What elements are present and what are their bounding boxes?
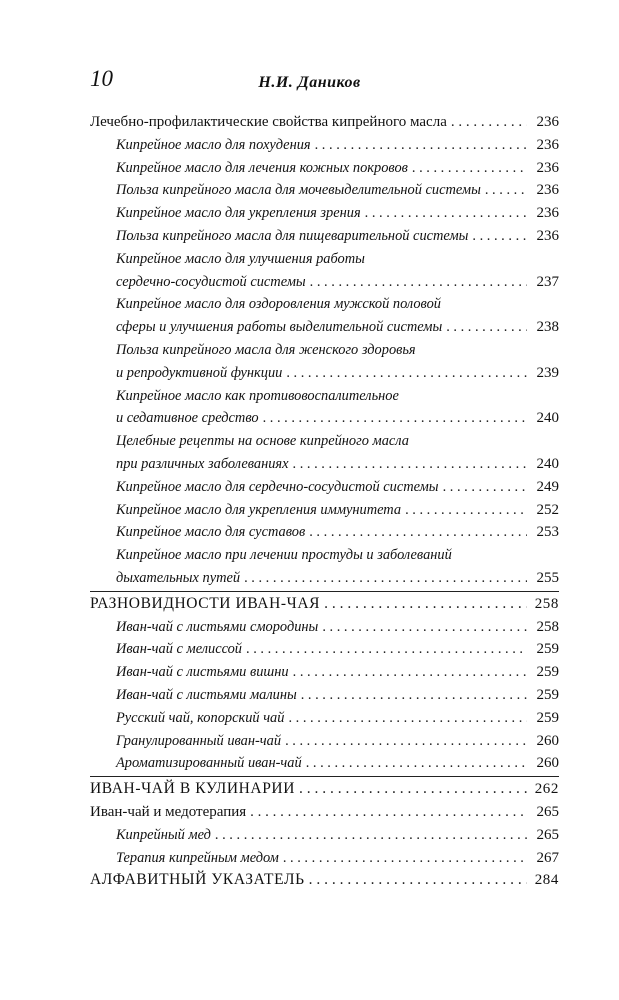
- toc-entry-page: 267: [536, 849, 559, 866]
- dot-leader: [283, 847, 527, 870]
- dot-leader: [250, 801, 527, 824]
- toc-entry: [90, 869, 559, 892]
- toc-entry-title: Кипрейный мед: [116, 826, 211, 843]
- toc-entry-page: 236: [536, 182, 559, 199]
- toc-entry: [90, 385, 559, 408]
- toc-entry-page: 258: [536, 618, 559, 635]
- toc-entry: [90, 778, 559, 801]
- toc-entry: [90, 271, 559, 294]
- dot-leader: [285, 730, 527, 753]
- table-of-contents: [90, 111, 559, 892]
- toc-entry: [90, 316, 559, 339]
- toc-entry-page: 240: [536, 410, 559, 427]
- toc-entry: [90, 293, 559, 316]
- toc-entry-page: 236: [536, 227, 559, 244]
- dot-leader: [446, 316, 527, 339]
- toc-entry-title: Кипрейное масло для улучшения работы: [116, 250, 365, 267]
- toc-entry-page: 260: [536, 732, 559, 749]
- dot-leader: [324, 593, 527, 616]
- toc-entry: [90, 179, 559, 202]
- toc-entry-title: и репродуктивной функции: [116, 364, 283, 381]
- toc-entry: [90, 499, 559, 522]
- toc-entry: [90, 134, 559, 157]
- toc-entry: [90, 544, 559, 567]
- dot-leader: [299, 778, 527, 801]
- dot-leader: [451, 111, 527, 134]
- toc-entry: [90, 248, 559, 271]
- toc-entry-title: Кипрейное масло при лечении простуды и заболеваний: [116, 547, 452, 564]
- dot-leader: [310, 271, 527, 294]
- toc-entry-page: 252: [536, 501, 559, 518]
- dot-leader: [412, 157, 527, 180]
- dot-leader: [286, 362, 527, 385]
- section-divider: [90, 591, 559, 592]
- toc-entry-page: 239: [536, 364, 559, 381]
- toc-entry: [90, 362, 559, 385]
- dot-leader: [244, 567, 527, 590]
- toc-entry-page: 259: [536, 686, 559, 703]
- dot-leader: [246, 638, 527, 661]
- toc-entry: [90, 225, 559, 248]
- toc-entry-page: 255: [536, 569, 559, 586]
- toc-entry: [90, 593, 559, 616]
- toc-entry-title: Иван-чай с мелиссой: [116, 641, 242, 658]
- toc-entry-title: Целебные рецепты на основе кипрейного масла: [116, 433, 409, 450]
- toc-entry: [90, 476, 559, 499]
- dot-leader: [322, 616, 527, 639]
- dot-leader: [309, 521, 527, 544]
- toc-entry-title: Кипрейное масло для суставов: [116, 524, 306, 541]
- toc-entry: [90, 567, 559, 590]
- dot-leader: [301, 684, 527, 707]
- toc-entry: [90, 521, 559, 544]
- dot-leader: [443, 476, 527, 499]
- toc-entry-title: и седативное средство: [116, 410, 259, 427]
- dot-leader: [288, 707, 527, 730]
- toc-entry: [90, 453, 559, 476]
- toc-entry-page: 249: [536, 478, 559, 495]
- dot-leader: [309, 869, 527, 892]
- toc-entry-title: Кипрейное масло для похудения: [116, 136, 311, 153]
- toc-entry: [90, 339, 559, 362]
- toc-entry-title: Русский чай, копорский чай: [116, 709, 285, 726]
- toc-entry: [90, 638, 559, 661]
- toc-entry: [90, 847, 559, 870]
- toc-entry-page: 258: [534, 595, 559, 612]
- toc-entry: [90, 752, 559, 775]
- toc-entry-page: 236: [536, 136, 559, 153]
- toc-entry: [90, 111, 559, 134]
- toc-entry-page: 259: [536, 709, 559, 726]
- toc-entry: [90, 430, 559, 453]
- toc-entry: [90, 157, 559, 180]
- toc-entry-title: Лечебно-профилактические свойства кипрейного масла: [90, 114, 447, 130]
- toc-entry-title: АЛФАВИТНЫЙ УКАЗАТЕЛЬ: [90, 871, 305, 889]
- toc-entry: [90, 824, 559, 847]
- toc-entry-page: 265: [536, 826, 559, 843]
- dot-leader: [472, 225, 527, 248]
- toc-entry-title: Кипрейное масло как противовоспалительное: [116, 387, 399, 404]
- toc-entry-title: Кипрейное масло для сердечно-сосудистой системы: [116, 478, 439, 495]
- toc-entry: [90, 707, 559, 730]
- dot-leader: [365, 202, 527, 225]
- toc-entry-page: 236: [536, 159, 559, 176]
- toc-entry-title: Терапия кипрейным медом: [116, 849, 279, 866]
- toc-entry-title: Кипрейное масло для укрепления зрения: [116, 205, 361, 222]
- toc-entry-page: 253: [536, 524, 559, 541]
- toc-entry-page: 259: [536, 641, 559, 658]
- dot-leader: [485, 179, 527, 202]
- toc-entry-page: 237: [536, 273, 559, 290]
- toc-entry-page: 259: [536, 664, 559, 681]
- toc-entry-title: Кипрейное масло для оздоровления мужской половой: [116, 296, 442, 313]
- toc-entry-title: сферы и улучшения работы выделительной системы: [116, 319, 443, 336]
- toc-entry-page: 265: [536, 803, 559, 820]
- toc-entry-title: Ароматизированный иван-чай: [116, 755, 302, 772]
- toc-entry-page: 260: [536, 755, 559, 772]
- toc-entry-page: 284: [534, 872, 559, 889]
- toc-entry: [90, 407, 559, 430]
- toc-entry-title: Польза кипрейного масла для женского здоровья: [116, 341, 416, 358]
- running-head: Н.И. Даников: [258, 74, 361, 91]
- toc-entry-page: 238: [536, 319, 559, 336]
- section-divider: [90, 776, 559, 777]
- toc-entry: [90, 616, 559, 639]
- toc-entry-title: Польза кипрейного масла для пищеварительной системы: [116, 227, 469, 244]
- page-number: 10: [90, 66, 113, 91]
- toc-entry-title: Иван-чай с листьями малины: [116, 686, 297, 703]
- toc-entry: [90, 661, 559, 684]
- toc-entry-page: 262: [534, 781, 559, 798]
- toc-entry-title: Кипрейное масло для лечения кожных покровов: [116, 159, 408, 176]
- toc-entry-page: 236: [536, 205, 559, 222]
- toc-entry: [90, 684, 559, 707]
- toc-entry-title: РАЗНОВИДНОСТИ ИВАН-ЧАЯ: [90, 594, 321, 612]
- toc-entry-title: дыхательных путей: [116, 569, 241, 586]
- dot-leader: [293, 661, 527, 684]
- toc-entry-title: Польза кипрейного масла для мочевыделительной системы: [116, 182, 481, 199]
- toc-entry-title: Гранулированный иван-чай: [116, 732, 282, 749]
- toc-entry-title: Иван-чай и медотерапия: [90, 803, 247, 820]
- toc-entry-title: Кипрейное масло для укрепления иммунитета: [116, 501, 402, 518]
- dot-leader: [263, 407, 527, 430]
- dot-leader: [215, 824, 527, 847]
- toc-entry-page: 236: [536, 114, 559, 130]
- toc-entry-title: ИВАН-ЧАЙ В КУЛИНАРИИ: [90, 780, 296, 798]
- dot-leader: [405, 499, 527, 522]
- toc-entry: [90, 801, 559, 824]
- toc-entry-page: 240: [536, 455, 559, 472]
- dot-leader: [315, 134, 527, 157]
- toc-entry-title: Иван-чай с листьями смородины: [116, 618, 319, 635]
- toc-entry-title: Иван-чай с листьями вишни: [116, 664, 289, 681]
- toc-entry-title: сердечно-сосудистой системы: [116, 273, 306, 290]
- toc-entry-title: при различных заболеваниях: [116, 455, 289, 472]
- toc-entry: [90, 730, 559, 753]
- dot-leader: [293, 453, 527, 476]
- toc-entry: [90, 202, 559, 225]
- dot-leader: [306, 752, 527, 775]
